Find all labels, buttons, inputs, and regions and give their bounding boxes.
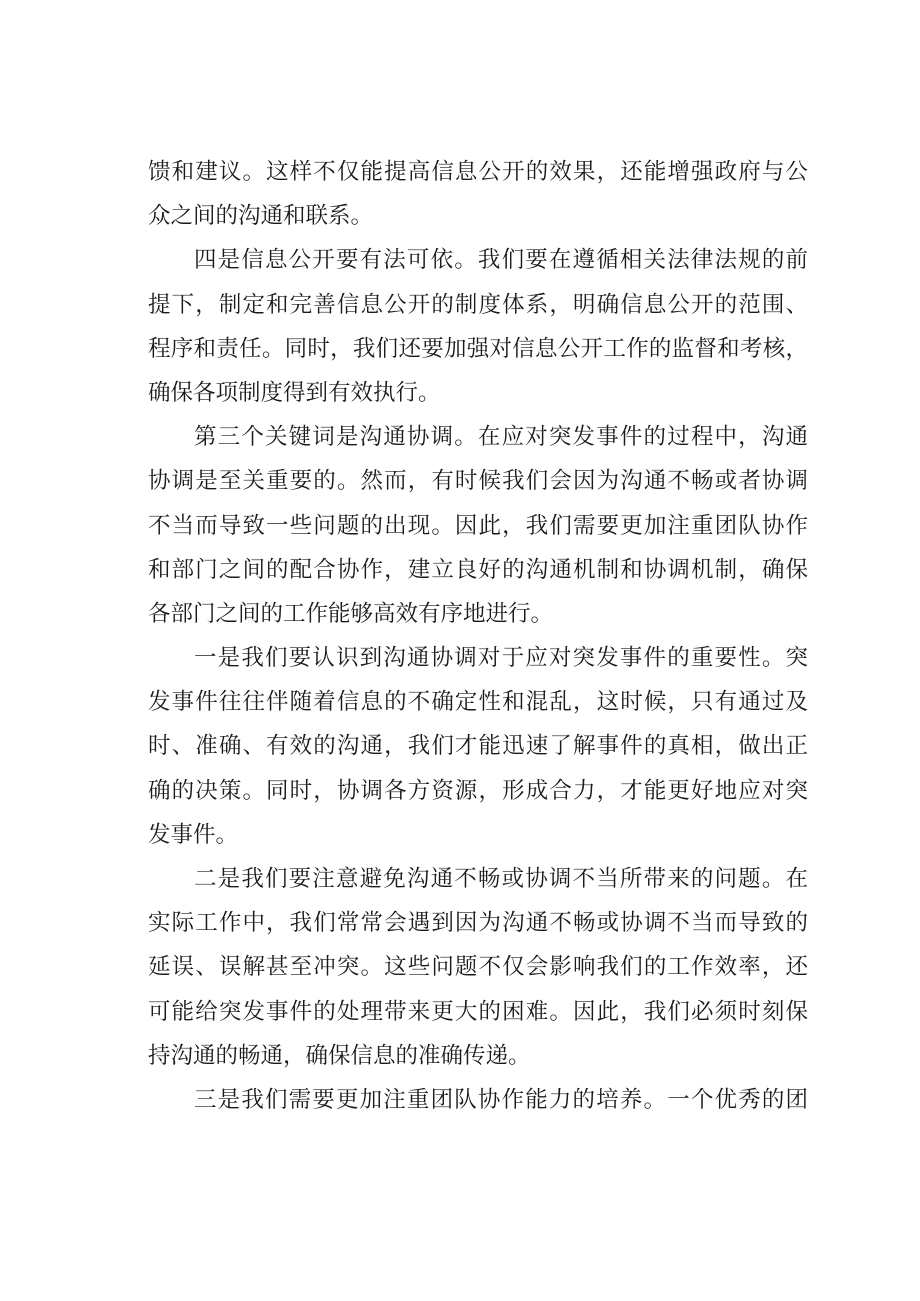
text-line: 馈和建议。这样不仅能提高信息公开的效果，还能增强政府与公	[148, 159, 808, 185]
text-line: 实际工作中，我们常常会遇到因为沟通不畅或协调不当而导致的	[148, 910, 808, 937]
paragraph-first-line: 三是我们需要更加注重团队协作能力的培养。一个优秀的团	[194, 1086, 808, 1113]
text-line: 时、准确、有效的沟通，我们才能迅速了解事件的真相，做出正	[148, 733, 808, 760]
text-line: 延误、误解甚至冲突。这些问题不仅会影响我们的工作效率，还	[148, 954, 808, 981]
text-line: 可能给突发事件的处理带来更大的困难。因此，我们必须时刻保	[148, 998, 808, 1025]
paragraph-first-line: 四是信息公开要有法可依。我们要在遵循相关法律法规的前	[194, 247, 808, 274]
text-line: 各部门之间的工作能够高效有序地进行。	[148, 600, 554, 627]
text-line: 和部门之间的配合协作，建立良好的沟通机制和协调机制，确保	[148, 556, 808, 583]
text-line: 确保各项制度得到有效执行。	[148, 379, 441, 406]
text-line: 提下，制定和完善信息公开的制度体系，明确信息公开的范围、	[148, 291, 808, 318]
paragraph-first-line: 二是我们要注意避免沟通不畅或协调不当所带来的问题。在	[194, 866, 808, 892]
text-line: 发事件。	[148, 821, 239, 848]
document-body	[148, 150, 808, 1122]
paragraph-first-line: 第三个关键词是沟通协调。在应对突发事件的过程中，沟通	[194, 424, 808, 451]
text-line: 协调是至关重要的。然而，有时候我们会因为沟通不畅或者协调	[148, 468, 808, 495]
text-line: 众之间的沟通和联系。	[148, 203, 374, 230]
text-line: 发事件往往伴随着信息的不确定性和混乱，这时候，只有通过及	[148, 689, 808, 716]
text-line: 持沟通的畅通，确保信息的准确传递。	[148, 1042, 531, 1069]
text-line: 确的决策。同时，协调各方资源，形成合力，才能更好地应对突	[148, 777, 808, 804]
paragraph-first-line: 一是我们要认识到沟通协调对于应对突发事件的重要性。突	[194, 645, 808, 672]
text-line: 程序和责任。同时，我们还要加强对信息公开工作的监督和考核，	[148, 335, 808, 362]
text-line: 不当而导致一些问题的出现。因此，我们需要更加注重团队协作	[148, 512, 808, 539]
